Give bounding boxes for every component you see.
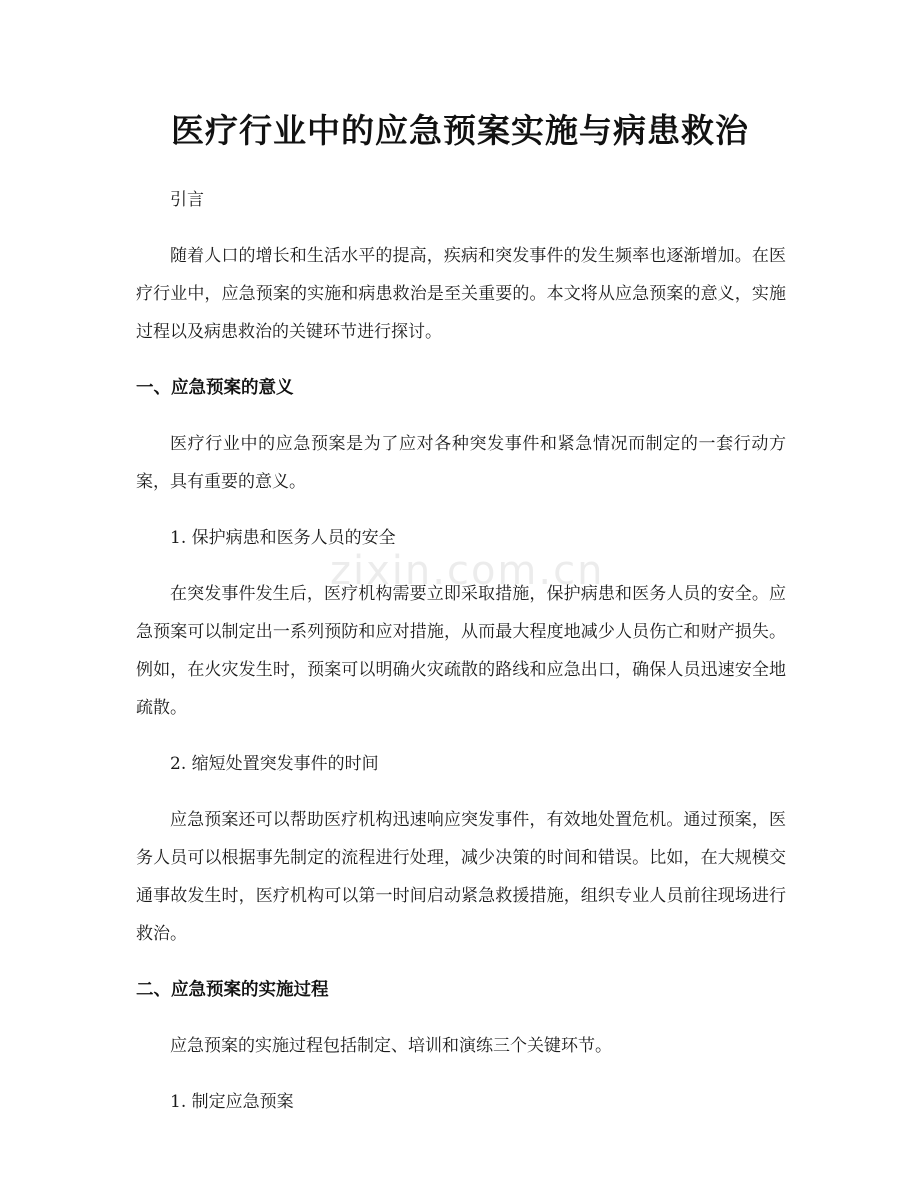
paragraph-1-2: 应急预案还可以帮助医疗机构迅速响应突发事件，有效地处置危机。通过预案，医务人员可以根据事先制定的流程进行处理，减少决策的时间和错误。比如，在大规模交通事故发生时，医疗机构可以第一时间启动紧急救援措施，组织专业人员前往现场进行救治。 <box>136 810 786 944</box>
paragraph-section-1-intro: 医疗行业中的应急预案是为了应对各种突发事件和紧急情况而制定的一套行动方案，具有重要的意义。 <box>136 434 786 492</box>
paragraph-1-1: 在突发事件发生后，医疗机构需要立即采取措施，保护病患和医务人员的安全。应急预案可以制定出一系列预防和应对措施，从而最大程度地减少人员伤亡和财产损失。例如，在火灾发生时，预案可以明确火灾疏散的路线和应急出口，确保人员迅速安全地疏散。 <box>136 584 786 718</box>
subheading-2-1: 1. 制定应急预案 <box>170 1092 294 1112</box>
document-title: 医疗行业中的应急预案实施与病患救治 <box>171 111 749 150</box>
section-heading-1: 一、应急预案的意义 <box>136 378 294 398</box>
document-body <box>136 181 786 1121</box>
paragraph-section-2-intro: 应急预案的实施过程包括制定、培训和演练三个关键环节。 <box>170 1036 612 1056</box>
paragraph-intro: 随着人口的增长和生活水平的提高，疾病和突发事件的发生频率也逐渐增加。在医疗行业中，应急预案的实施和病患救治是至关重要的。本文将从应急预案的意义，实施过程以及病患救治的关键环节进行探讨。 <box>136 246 786 342</box>
subheading-1-2: 2. 缩短处置突发事件的时间 <box>170 754 379 774</box>
section-heading-2: 二、应急预案的实施过程 <box>136 980 329 1000</box>
watermark: zixin.com.cn <box>330 548 605 594</box>
subheading-1-1: 1. 保护病患和医务人员的安全 <box>170 528 396 548</box>
paragraph-intro-label: 引言 <box>170 190 204 210</box>
